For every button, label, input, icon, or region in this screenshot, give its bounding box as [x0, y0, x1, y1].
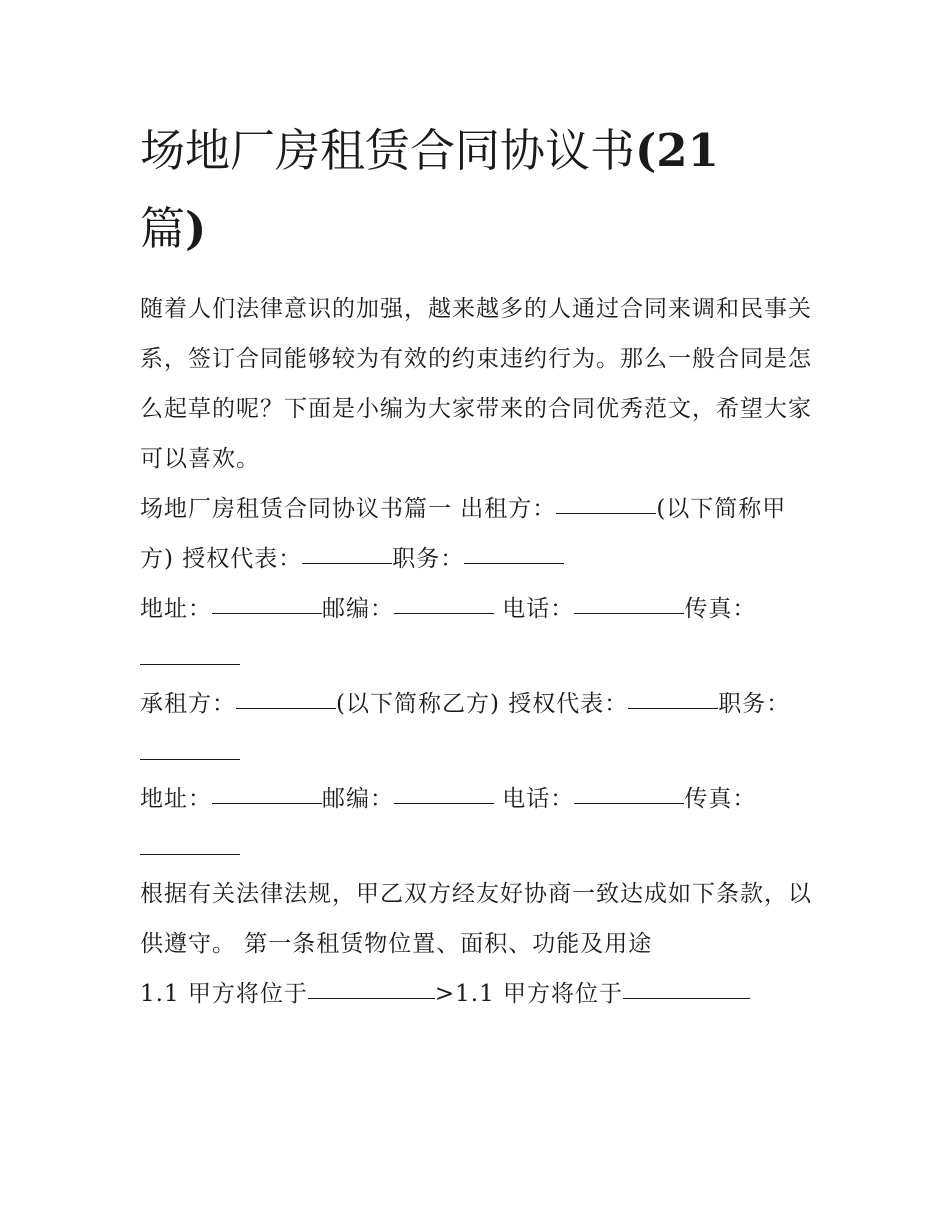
lessor-label: 场地厂房租赁合同协议书篇一 出租方：	[140, 496, 557, 522]
lessee-address-blank	[212, 777, 322, 804]
lessor-contact-line	[140, 584, 820, 634]
lessee-paragraph	[140, 679, 820, 729]
title-count-open: (21	[635, 124, 719, 177]
lessor-rep-blank	[302, 537, 392, 564]
lessee-phone-blank	[574, 777, 684, 804]
lessor-paragraph	[140, 484, 820, 584]
lessee-position-blank	[140, 729, 240, 760]
lessee-postcode-label: 邮编：	[322, 786, 394, 812]
clause-text-a: 1.1 甲方将位于	[140, 981, 308, 1007]
lessor-name-blank	[556, 487, 656, 514]
lessee-address-label: 地址：	[140, 786, 212, 812]
lessor-postcode-label: 邮编：	[322, 596, 394, 622]
lessor-address-blank	[212, 587, 322, 614]
lessee-label: 承租方：	[140, 691, 236, 717]
clause-location-blank-b	[623, 972, 750, 999]
clause-text-b: >1.1 甲方将位于	[434, 981, 624, 1007]
document-page	[140, 112, 820, 1019]
lessee-rep-blank	[628, 682, 718, 709]
lessor-fax-blank	[140, 634, 240, 665]
lessee-fax-label: 传真：	[684, 786, 757, 812]
title-text-line2: 篇	[140, 202, 186, 255]
document-title	[140, 112, 820, 268]
lessee-name-blank	[236, 682, 336, 709]
lessee-postcode-blank	[394, 777, 494, 804]
lessor-phone-label: 电话：	[494, 596, 575, 622]
lessor-address-label: 地址：	[140, 596, 212, 622]
lessee-position-label: 职务：	[718, 691, 791, 717]
lessor-fax-label: 传真：	[684, 596, 757, 622]
clause-line	[140, 969, 820, 1019]
basis-paragraph: 根据有关法律法规，甲乙双方经友好协商一致达成如下条款，以供遵守。 第一条租赁物位置、面积、功能及用途	[140, 881, 812, 957]
lessee-fax-blank	[140, 824, 240, 855]
title-text: 场地厂房租赁合同协议书	[140, 124, 636, 177]
lessor-postcode-blank	[394, 587, 494, 614]
lessee-contact-line	[140, 774, 820, 824]
lessee-phone-label: 电话：	[494, 786, 575, 812]
lessor-phone-blank	[574, 587, 684, 614]
title-count-close: )	[185, 202, 207, 255]
lessee-alias: (以下简称乙方) 授权代表：	[336, 691, 629, 717]
lessor-alias: (以下简称甲方) 授权代表：	[140, 496, 787, 572]
lessor-position-label: 职务：	[392, 546, 465, 572]
clause-location-blank-a	[308, 972, 435, 999]
intro-paragraph: 随着人们法律意识的加强，越来越多的人通过合同来调和民事关系，签订合同能够较为有效的约束违约行为。那么一般合同是怎么起草的呢？下面是小编为大家带来的合同优秀范文，希望大家可以喜欢。	[140, 296, 812, 472]
lessor-position-blank	[464, 537, 564, 564]
